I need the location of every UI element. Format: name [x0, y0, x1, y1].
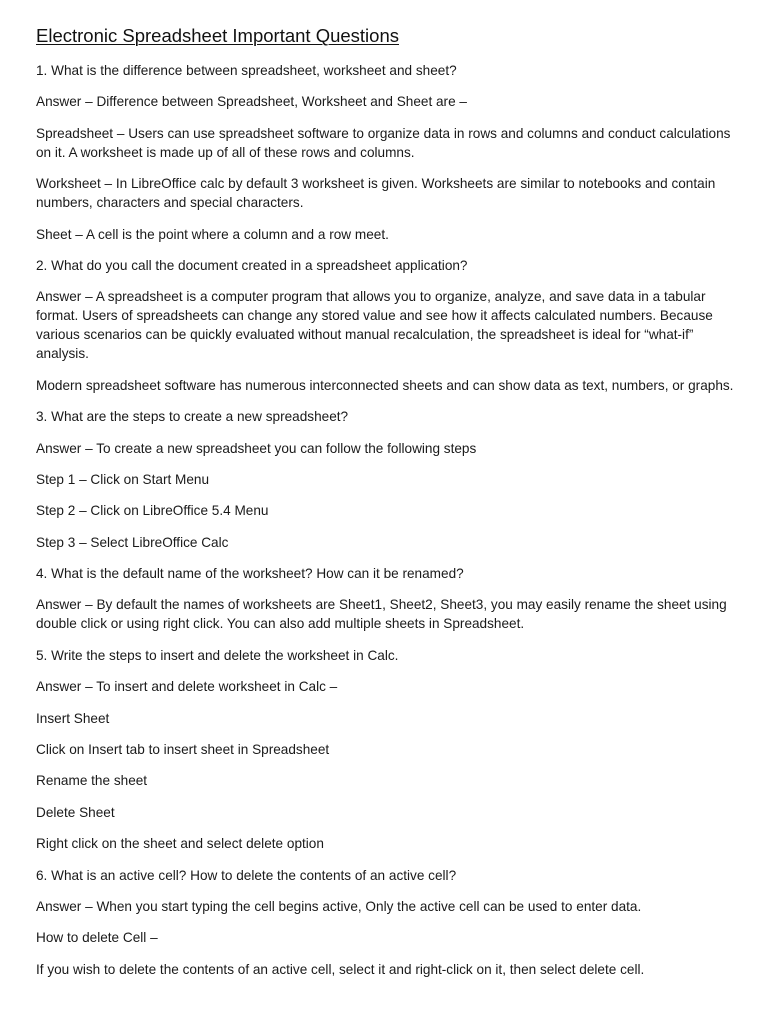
answer-6-delete-heading: How to delete Cell –: [36, 930, 158, 946]
answer-2-modern: Modern spreadsheet software has numerous interconnected sheets and can show data as text, numbers, or graphs.: [36, 377, 734, 393]
answer-3-intro: Answer – To create a new spreadsheet you can follow the following steps: [36, 440, 477, 456]
document-title: Electronic Spreadsheet Important Questions: [36, 25, 399, 46]
question-4: 4. What is the default name of the worksheet? How can it be renamed?: [36, 566, 464, 582]
answer-6-delete-step: If you wish to delete the contents of an active cell, select it and right-click on it, then select delete cell.: [36, 961, 645, 977]
answer-5-rename-heading: Rename the sheet: [36, 773, 148, 789]
answer-5-delete-heading: Delete Sheet: [36, 804, 115, 820]
answer-3-step-3: Step 3 – Select LibreOffice Calc: [36, 534, 229, 550]
answer-3-step-1: Step 1 – Click on Start Menu: [36, 471, 210, 487]
answer-3-step-2: Step 2 – Click on LibreOffice 5.4 Menu: [36, 503, 269, 519]
answer-5-delete-step: Right click on the sheet and select delete option: [36, 836, 324, 852]
question-6: 6. What is an active cell? How to delete the contents of an active cell?: [36, 867, 457, 883]
answer-1-worksheet: Worksheet – In LibreOffice calc by default 3 worksheet is given. Worksheets are similar to notebooks and contain numbers, characters and special characters.: [36, 176, 716, 211]
question-2: 2. What do you call the document created in a spreadsheet application?: [36, 257, 468, 273]
answer-5-insert-step: Click on Insert tab to insert sheet in Spreadsheet: [36, 742, 330, 758]
answer-1-intro: Answer – Difference between Spreadsheet, Worksheet and Sheet are –: [36, 94, 467, 110]
answer-4: Answer – By default the names of worksheets are Sheet1, Sheet2, Sheet3, you may easily rename the sheet using double click or using right click. You can also add multiple sheets in Spreadsheet.: [36, 597, 727, 632]
document-page: [36, 24, 736, 991]
answer-2: Answer – A spreadsheet is a computer program that allows you to organize, analyze, and save data in a tabular format. Users of spreadsheets can change any stored value and see how it affects calculated numbers. Because various scenarios can be quickly evaluated without manual recalculation, the spreadsheet is ideal for “what-if” analysis.: [36, 289, 713, 362]
question-3: 3. What are the steps to create a new spreadsheet?: [36, 409, 349, 425]
answer-5-insert-heading: Insert Sheet: [36, 710, 110, 726]
question-1: 1. What is the difference between spreadsheet, worksheet and sheet?: [36, 63, 457, 78]
answer-6: Answer – When you start typing the cell begins active, Only the active cell can be used to enter data.: [36, 898, 642, 914]
answer-1-sheet: Sheet – A cell is the point where a column and a row meet.: [36, 226, 389, 242]
answer-5-intro: Answer – To insert and delete worksheet in Calc –: [36, 679, 338, 695]
question-5: 5. Write the steps to insert and delete the worksheet in Calc.: [36, 647, 399, 663]
answer-1-spreadsheet: Spreadsheet – Users can use spreadsheet software to organize data in rows and columns and conduct calculations on it. A worksheet is made up of all of these rows and columns.: [36, 125, 731, 160]
